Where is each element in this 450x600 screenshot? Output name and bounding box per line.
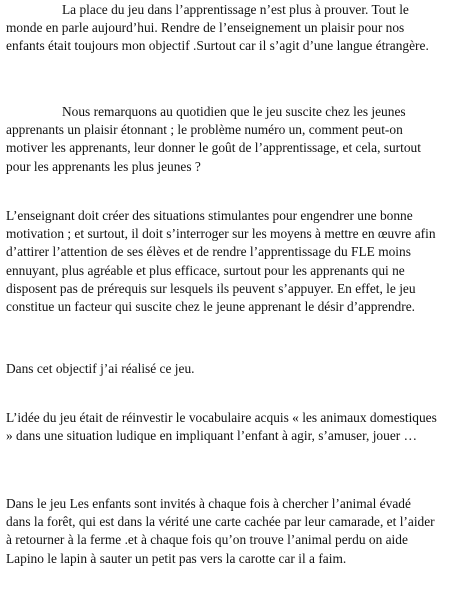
paragraph-game-idea: L’idée du jeu était de réinvestir le vocabulaire acquis « les animaux domestiques » dans une situation ludique en impliquant l’enfant à agir, s’amuser, jouer … bbox=[6, 410, 437, 444]
paragraph-objective: Dans cet objectif j’ai réalisé ce jeu. bbox=[6, 361, 195, 376]
paragraph-intro: La place du jeu dans l’apprentissage n’est plus à prouver. Tout le monde en parle aujourd’hui. Rendre de l’enseignement un plaisir pour nos enfants était toujours mon objectif .Surtout car il s’agit d’une langue étrangère. bbox=[6, 2, 429, 54]
paragraph-observation: Nous remarquons au quotidien que le jeu suscite chez les jeunes apprenants un plaisir étonnant ; le problème numéro un, comment peut-on motiver les apprenants, leur donner le goût de l’apprentissage, et cela, surtout pour les apprenants les plus jeunes ? bbox=[6, 104, 421, 174]
paragraph-game-rules: Dans le jeu Les enfants sont invités à chaque fois à chercher l’animal évadé dans la forêt, qui est dans la vérité une carte cachée par leur camarade, et l’aider à retourner à la ferme .et à chaque fois qu’on trouve l’animal perdu on aide Lapino le lapin à sauter un petit pas vers la carotte car il a faim. bbox=[6, 496, 435, 566]
paragraph-teacher-role: L’enseignant doit créer des situations stimulantes pour engendrer une bonne motivation ; et surtout, il doit s’interroger sur les moyens à mettre en œuvre afin d’attirer l’attention de ses élèves et de rendre l’apprentissage du FLE moins ennuyant, plus agréable et plus efficace, surtout pour les apprenants qui ne disposent pas de prérequis sur lesquels ils peuvent s’appuyer. En effet, le jeu constitue un facteur qui suscite chez le jeune apprenant le désir d’apprendre. bbox=[6, 208, 436, 315]
